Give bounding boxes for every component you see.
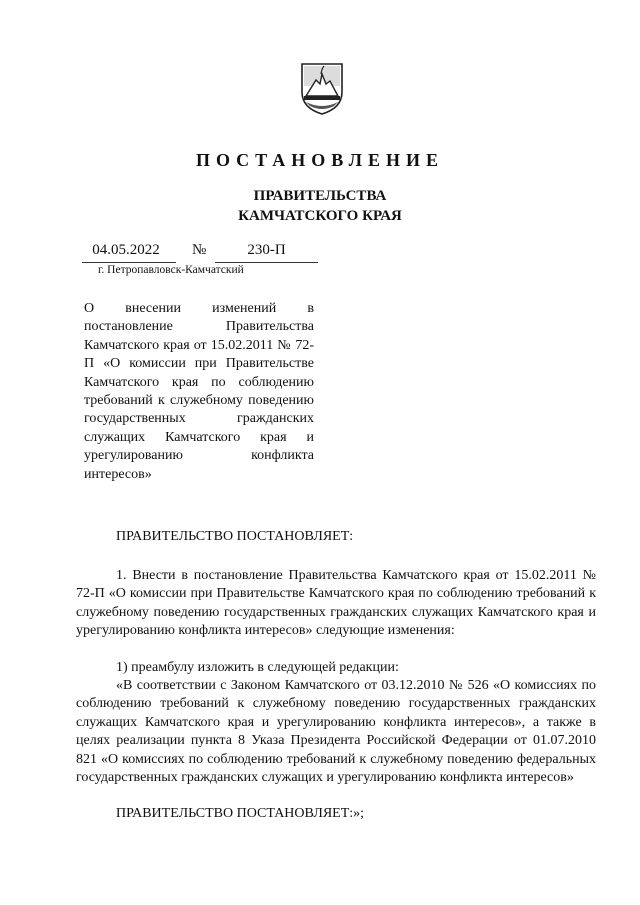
document-subject: О внесении изменений в постановление Правительства Камчатского края от 15.02.2011 № 72-П «О комиссии при Правительстве Камчатского края по соблюдению требований к служебному поведению государственных гражданских служащих Камчатского края и урегулированию конфликта интересов» xyxy=(84,301,314,482)
issuing-body xyxy=(0,186,640,226)
document-date: 04.05.2022 xyxy=(92,242,160,258)
number-underline xyxy=(215,262,318,263)
issuing-body-line-1: ПРАВИТЕЛЬСТВА xyxy=(253,188,387,204)
resolution-heading: ПРАВИТЕЛЬСТВО ПОСТАНОВЛЯЕТ: xyxy=(116,529,354,544)
kamchatka-coat-of-arms-icon xyxy=(298,60,346,116)
number-sign: № xyxy=(192,242,207,258)
item-1-paragraph: 1. Внести в постановление Правительства Камчатского края от 15.02.2011 № 72-П «О комиссии при Правительстве Камчатского края по соблюдению требований к служебному поведению государственных гражданских служащих Камчатского края и урегулированию конфликта интересов» следующие изменения: xyxy=(76,568,596,639)
preamble-quote: «В соответствии с Законом Камчатского от 03.12.2010 № 526 «О комиссиях по соблюдению требований к служебному поведению государственных гражданских служащих Камчатского края и урегулированию конфликта интересов», а также в целях реализации пункта 8 Указа Президента Российской Федерации от 01.07.2010 821 «О комиссиях по соблюдению требований к служебному поведению федеральных государственных гражданских служащих и урегулированию конфликта интересов» xyxy=(76,678,596,786)
item-1-subitem-1: 1) преамбулу изложить в следующей редакции: xyxy=(116,660,399,675)
document-number: 230-П xyxy=(247,242,286,258)
quoted-resolution-heading: ПРАВИТЕЛЬСТВО ПОСТАНОВЛЯЕТ:»; xyxy=(116,806,365,821)
document-title: ПОСТАНОВЛЕНИЕ xyxy=(195,150,445,170)
date-underline xyxy=(82,262,176,263)
issue-city: г. Петропавловск-Камчатский xyxy=(98,264,244,276)
issuing-body-line-2: КАМЧАТСКОГО КРАЯ xyxy=(238,208,402,224)
